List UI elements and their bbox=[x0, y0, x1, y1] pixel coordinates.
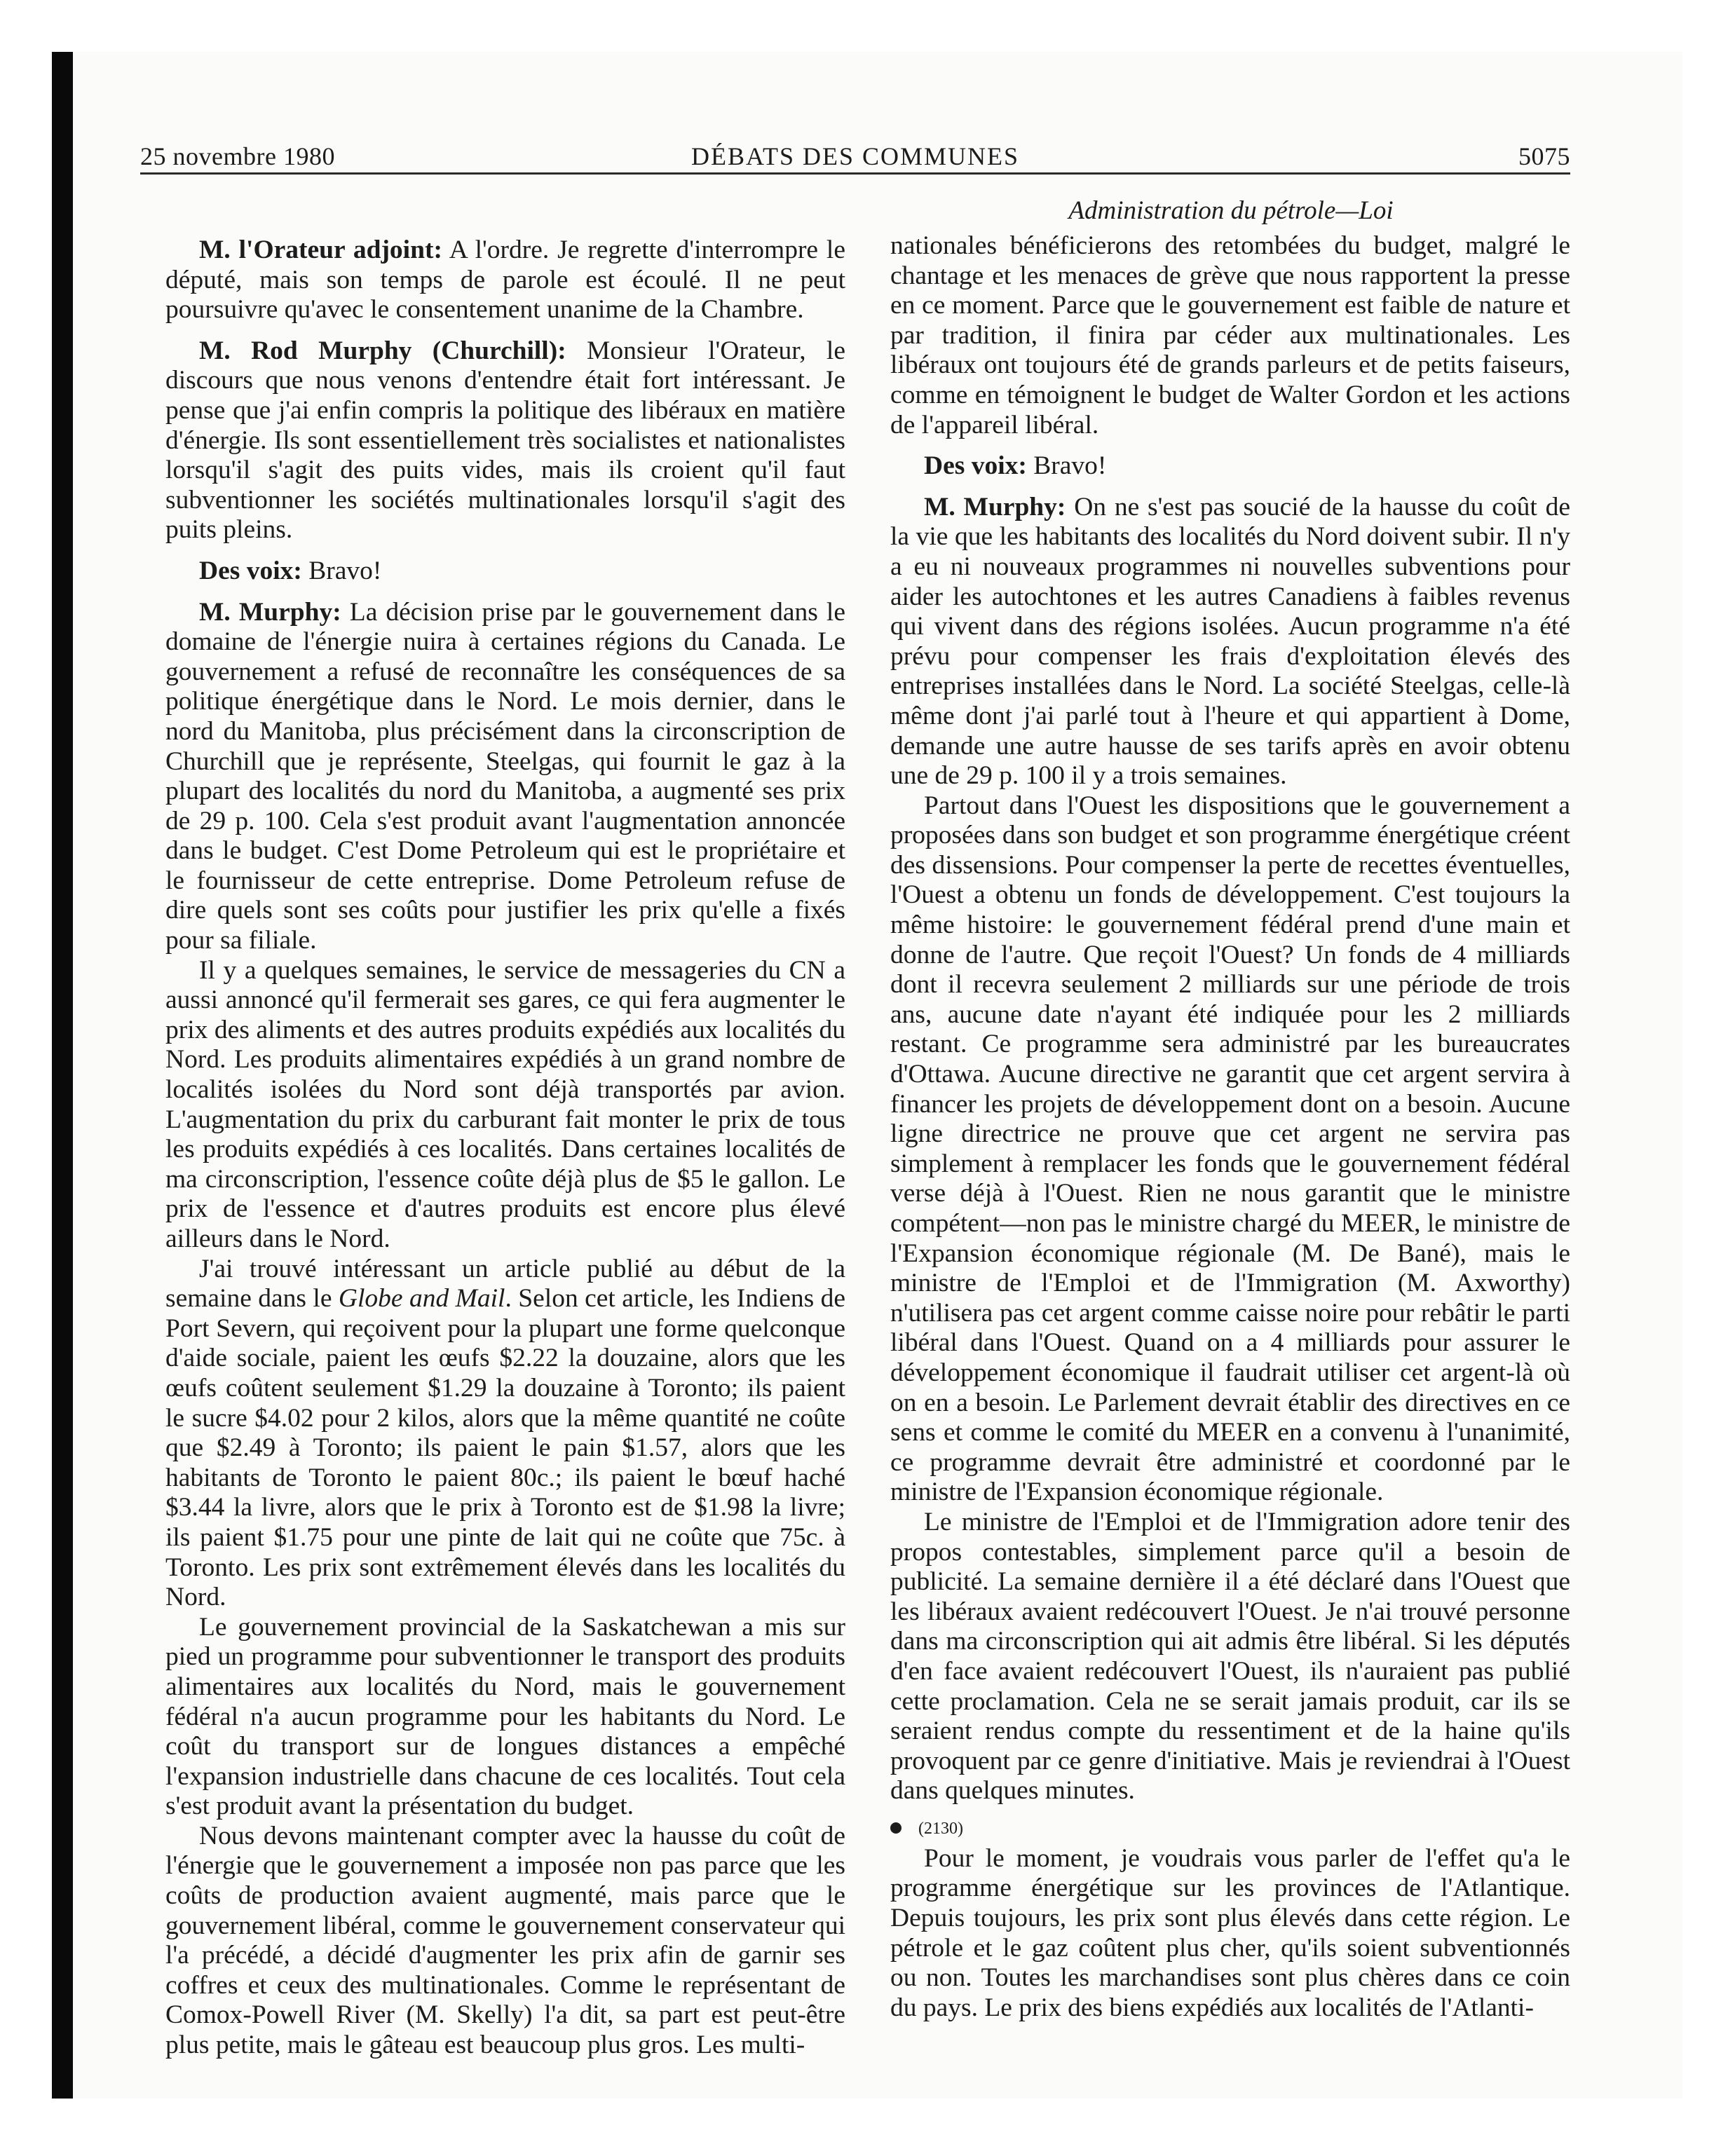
paragraph: Le gouvernement provincial de la Saskatchewan a mis sur pied un programme pour subventionner le transport des produits alimentaires aux localités du Nord, mais le gouvernement fédéral n'a aucun programme pour les habitants du Nord. Le coût du transport sur de longues distances a empêché l'expansion industrielle dans chacune de ces localités. Tout cela s'est produit avant la présentation du budget. bbox=[165, 1612, 845, 1821]
paragraph: Nous devons maintenant compter avec la hausse du coût de l'énergie que le gouvernement a imposée non pas parce que les coûts de production avaient augmenté, mais parce que le gouvernement libéral, comme le gouvernement conservateur qui l'a précédé, a décidé d'augmenter les prix afin de garnir ses coffres et ceux des multinationales. Comme le représentant de Comox-Powell River (M. Skelly) l'a dit, sa part est peut-être plus petite, mais le gâteau est beaucoup plus gros. Les multi- bbox=[165, 1821, 845, 2060]
paragraph bbox=[165, 1255, 845, 1613]
paragraph-text: Bravo! bbox=[1026, 451, 1107, 481]
header-title: DÉBATS DES COMMUNES bbox=[690, 142, 1020, 170]
page-number: 5075 bbox=[1518, 142, 1570, 170]
paragraph bbox=[165, 236, 845, 325]
paragraph: nationales bénéficierons des retombées du budget, malgré le chantage et les menaces de grève que nous rapportent la presse en ce moment. Parce que le gouvernement est faible de nature et par tradition, il finira par céder aux multinationales. Les libéraux ont toujours été de grands parleurs et de petits faiseurs, comme en témoignent le budget de Walter Gordon et les actions de l'appareil libéral. bbox=[890, 231, 1570, 439]
paragraph bbox=[890, 493, 1570, 791]
paragraph-text: J'ai trouvé intéressant un article publié au début de la semaine dans le bbox=[165, 1254, 845, 1314]
paragraph-text: Bravo! bbox=[301, 556, 382, 585]
speaker-name: Des voix: bbox=[924, 451, 1027, 481]
time-marker-text: (2130) bbox=[918, 1819, 963, 1838]
paragraph: Pour le moment, je voudrais vous parler de l'effet qu'a le programme énergétique sur les provinces de l'Atlantique. Depuis toujours, les prix sont plus élevés dans cette région. Le pétrole et le gaz coûtent plus cher, qu'ils soient subventionnés ou non. Toutes les marchandises sont plus chères dans ce coin du pays. Le prix des biens expédiés aux localités de l'Atlanti- bbox=[890, 1843, 1570, 2022]
speaker-name: M. Murphy: bbox=[924, 492, 1066, 521]
paragraph-text: A l'ordre. Je regrette d'interrompre le député, mais son temps de parole est écoulé. Il ne peut poursuivre qu'avec le consentement unanime de la Chambre. bbox=[165, 236, 845, 325]
scan-edge bbox=[52, 52, 73, 2099]
paragraph-text: La décision prise par le gouvernement dans le domaine de l'énergie nuira à certaines régions du Canada. Le gouvernement a refusé de reconnaître les conséquences de sa politique énergétique dans le Nord. Le mois dernier, dans le nord du Manitoba, plus précisément dans la circonscription de Churchill que je représente, Steelgas, qui fournit le gaz à la plupart des localités du nord du Manitoba, a augmenté ses prix de 29 p. 100. Cela s'est produit avant l'augmentation annoncée dans le budget. C'est Dome Petroleum qui est le propriétaire et le fournisseur de cette entreprise. Dome Petroleum refuse de dire quels sont ses coûts pour justifier les prix qu'elle a fixés pour sa filiale. bbox=[165, 597, 845, 955]
running-head: Administration du pétrole—Loi bbox=[1068, 196, 1394, 225]
paragraph-text: . Selon cet article, les Indiens de Port Severn, qui reçoivent pour la plupart une forme quelconque d'aide sociale, paient les œufs $2.22 la douzaine, alors que les œufs coûtent seulement $1.29 la douzaine à Toronto; ils paient le sucre $4.02 pour 2 kilos, alors que la même quantité ne coûte que $2.49 à Toronto; ils paient le pain $1.57, alors que les habitants de Toronto le paient 80c.; ils paient le bœuf haché $3.44 la livre, alors que le prix à Toronto est de $1.98 la livre; ils paient $1.75 pour une pinte de lait qui ne coûte que 75c. à Toronto. Les prix sont extrêmement élevés dans les localités du Nord. bbox=[165, 1284, 845, 1612]
paragraph-text: Monsieur l'Orateur, le discours que nous venons d'entendre était fort intéressant. Je pense que j'ai enfin compris la politique des libéraux en matière d'énergie. Ils sont essentiellement très socialistes et nationalistes lorsqu'il s'agit des puits vides, mais ils croient qu'il faut subventionner les sociétés multinationales lorsqu'il s'agit des puits pleins. bbox=[165, 336, 845, 545]
header-rule bbox=[140, 172, 1570, 175]
page-header bbox=[140, 139, 1570, 174]
speaker-name: M. l'Orateur adjoint: bbox=[199, 236, 442, 264]
paragraph: Partout dans l'Ouest les dispositions que le gouvernement a proposées dans son budget et son programme énergétique créent des dissensions. Pour compenser la perte de recettes éventuelles, l'Ouest a obtenu un fonds de développement. C'est toujours la même histoire: le gouvernement fédéral prend d'une main et donne de l'autre. Que reçoit l'Ouest? Un fonds de 4 milliards dont il recevra seulement 2 milliards sur une période de trois ans, aucune date n'ayant été indiquée pour les 2 milliards restant. Ce programme sera administré par les bureaucrates d'Ottawa. Aucune directive ne garantit que cet argent servira à financer les projets de développement dont on a besoin. Aucune ligne directrice ne prouve que cet argent ne servira pas simplement à remplacer les fonds que le gouvernement fédéral verse déjà à l'Ouest. Rien ne nous garantit que le ministre compétent—non pas le ministre chargé du MEER, le ministre de l'Expansion économique régionale (M. De Bané), mais le ministre de l'Emploi et de l'Immigration (M. Axworthy) n'utilisera pas cet argent comme caisse noire pour rebâtir le parti libéral dans l'Ouest. Quand on a 4 milliards pour assurer le développement économique il faudrait utiliser cet argent-là où on en a besoin. Le Parlement devrait établir des directives en ce sens et comme le comité du MEER en a convenu à l'unanimité, ce programme devrait être administré et coordonné par le ministre de l'Expansion économique régionale. bbox=[890, 791, 1570, 1507]
time-marker bbox=[890, 1816, 1570, 1841]
speaker-name: M. Rod Murphy (Churchill): bbox=[199, 336, 566, 365]
paragraph bbox=[165, 598, 845, 956]
speaker-name: M. Murphy: bbox=[199, 597, 341, 627]
paragraph: Il y a quelques semaines, le service de messageries du CN a aussi annoncé qu'il fermerait ses gares, ce qui fera augmenter le prix des aliments et des autres produits expédiés aux localités du Nord. Les produits alimentaires expédiés à un grand nombre de localités isolées du Nord sont déjà transportés par avion. L'augmentation du prix du carburant fait monter le prix de tous les produits expédiés à ces localités. Dans certaines localités de ma circonscription, l'essence coûte déjà plus de $5 le gallon. Le prix de l'essence et d'autres produits est encore plus élevé ailleurs dans le Nord. bbox=[165, 955, 845, 1253]
publication-title: Globe and Mail bbox=[338, 1284, 505, 1314]
paragraph: Le ministre de l'Emploi et de l'Immigration adore tenir des propos contestables, simplement parce qu'il a besoin de publicité. La semaine dernière il a été déclaré dans l'Ouest que les libéraux avaient redécouvert l'Ouest. Je n'ai trouvé personne dans ma circonscription qui ait admis être libéral. Si les députés d'en face avaient redécouvert l'Ouest, ils n'auraient pas publié cette proclamation. Cela ne se serait jamais produit, car ils se seraient rendus compte du ressentiment et de la haine qu'ils provoquent par ce genre d'initiative. Mais je reviendrai à l'Ouest dans quelques minutes. bbox=[890, 1507, 1570, 1806]
header-date: 25 novembre 1980 bbox=[140, 142, 335, 170]
speaker-name: Des voix: bbox=[199, 556, 302, 585]
paragraph bbox=[165, 557, 845, 587]
paragraph bbox=[165, 336, 845, 545]
left-column bbox=[165, 236, 845, 2061]
paragraph bbox=[890, 451, 1570, 482]
bullet-icon bbox=[890, 1822, 901, 1834]
right-column bbox=[890, 231, 1570, 2023]
paragraph-text: On ne s'est pas soucié de la hausse du coût de la vie que les habitants des localités du Nord doivent subir. Il n'y a eu ni nouveaux programmes ni nouvelles subventions pour aider les autochtones et les autres Canadiens à faibles revenus qui vivent dans des régions isolées. Aucun programme n'a été prévu pour compenser les frais d'exploitation élevés des entreprises installées dans le Nord. La société Steelgas, celle-là même dont j'ai parlé tout à l'heure et qui appartient à Dome, demande une autre hausse de ses tarifs après en avoir obtenu une de 29 p. 100 il y a trois semaines. bbox=[890, 492, 1570, 791]
